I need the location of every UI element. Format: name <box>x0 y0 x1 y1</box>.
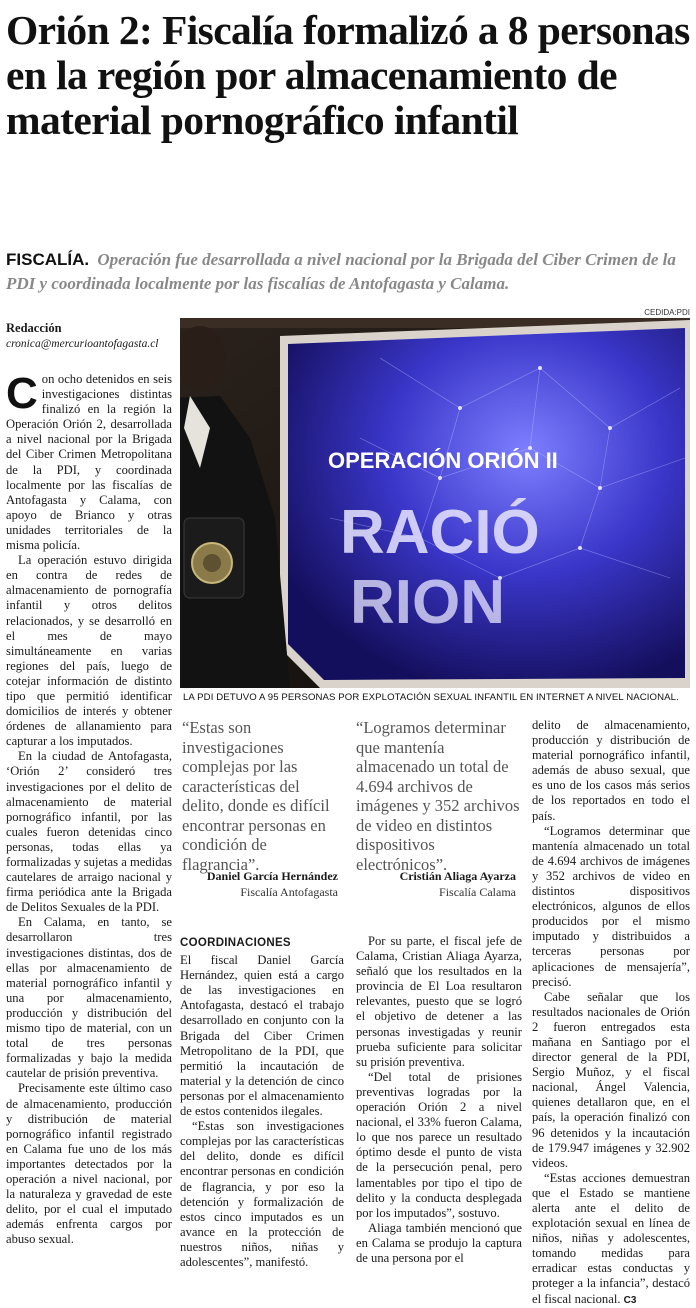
screen-big-text-1: RACIÓ <box>340 498 540 567</box>
body-paragraph: “Estas son investigaciones complejas por las características del delito, donde es difícil encontrar personas en condición de flagrancia, y por eso la detención y formalización de estos cinco imputados es un avance en la protección de nuestros niños, niñas y adolescentes”, manifestó. <box>180 1119 344 1269</box>
body-paragraph: El fiscal Daniel García Hernández, quien está a cargo de las investigaciones en Antofagasta, destacó el trabajo desarrollado en conjunto con la Brigada del Ciber Crimen Metropolitano de la PDI, que permitió la incautación de material y la detención de cinco personas por el almacenamiento de estos contenidos ilegales. <box>180 953 344 1119</box>
body-column-4 <box>532 718 690 1308</box>
deck <box>6 248 690 296</box>
photo-caption: LA PDI DETUVO A 95 PERSONAS POR EXPLOTACIÓN SEXUAL INFANTIL EN INTERNET A NIVEL NACIONAL. <box>183 692 679 703</box>
body-paragraph: Aliaga también mencionó que en Calama se produjo la captura de una persona por el <box>356 1220 522 1265</box>
body-paragraph: En la ciudad de Antofagasta, ‘Orión 2’ consideró tres investigaciones por el delito de almacenamiento de material pornográfico infantil, por las cuales fueron detenidas cinco personas, todas ellas ya formalizadas y sujetas a medidas cautelares de arraigo nacional y firma periódica ante la Brigada de Delitos Sexuales de la PDI. <box>6 749 172 915</box>
headline: Orión 2: Fiscalía formalizó a 8 personas en la región por almacenamiento de material pornográfico infantil <box>6 7 690 143</box>
deck-kicker: FISCALÍA. <box>6 250 90 269</box>
quote-author-institution: Fiscalía Calama <box>439 885 516 899</box>
body-paragraph: “Estas acciones demuestran que el Estado se mantiene alerta ante el delito de explotación sexual en línea de niños, niñas y adolescentes, tomando medidas para erradicar estas conductas y proteger a la infancia”, destacó el fiscal nacional. C3 <box>532 1170 690 1306</box>
pull-quote-1: “Estas son investigaciones complejas por las características del delito, donde es difícil encontrar personas en condición de flagrancia”. <box>182 718 330 874</box>
pull-quote-2: “Logramos determinar que mantenía almacenado un total de 4.694 archivos de imágenes y 352 archivos de video en distintos dispositivos electrónicos”. <box>356 718 520 874</box>
body-paragraph: Precisamente este último caso de almacenamiento, producción y distribución de material pornográfico infantil registrado en Calama fue uno de los más importantes detectados por la operación a nivel nacional, por la naturaleza y gravedad de este delito, por el cual el imputado además enfrenta cargos por abuso sexual. <box>6 1081 172 1247</box>
body-column-2 <box>180 934 344 1270</box>
body-column-3 <box>356 934 522 1266</box>
byline-email[interactable]: cronica@mercurioantofagasta.cl <box>6 338 159 350</box>
body-paragraph: En Calama, en tanto, se desarrollaron tres investigaciones distintas, dos de ellas por almacenamiento de material pornográfico infantil y una por almacenamiento, producción y distribución del mismo tipo de material, con un total de tres personas formalizadas y bajo la medida cautelar de prisión preventiva. <box>6 915 172 1081</box>
quote-author-institution: Fiscalía Antofagasta <box>240 885 338 899</box>
body-column-1 <box>6 369 172 1247</box>
deck-text: Operación fue desarrollada a nivel nacional por la Brigada del Ciber Crimen de la PDI y coordinada localmente por las fiscalías de Antofagasta y Calama. <box>6 250 676 293</box>
photo-illustration <box>180 318 690 688</box>
body-paragraph: delito de almacenamiento, producción y distribución de material pornográfico infantil, además de abuso sexual, que es uno de los casos más serios de los reportados en todo el país. <box>532 718 690 823</box>
quote-author-name: Cristián Aliaga Ayarza <box>399 869 516 883</box>
body-paragraph: “Logramos determinar que mantenía almacenado un total de 4.694 archivos de imágenes y 352 archivos de video en distintos dispositivos electrónicos, algunos de ellos producidos por el mismo imputado y distribuidos a terceras personas por aplicaciones de mensajería”, precisó. <box>532 823 690 989</box>
body-paragraph: “Del total de prisiones preventivas logradas por la operación Orión 2 a nivel nacional, el 33% fueron Calama, lo que nos parece un resultado óptimo desde el punto de vista de la persecución penal, pero lamentables por tipo el tipo de delito y la conducta desplegada por los imputados”, sostuvo. <box>356 1069 522 1220</box>
body-paragraph: Por su parte, el fiscal jefe de Calama, Cristian Aliaga Ayarza, señaló que los resultados en la provincia de El Loa resultaron relevantes, puesto que se logró el objetivo de detener a las personas investigadas y reunir prueba suficiente para solicitar su prisión preventiva. <box>356 934 522 1069</box>
byline <box>6 320 176 352</box>
quote-author-name: Daniel García Hernández <box>206 869 338 883</box>
body-paragraph: La operación estuvo dirigida en contra de redes de almacenamiento de pornografía infantil y otros delitos relacionados, y se desarrolló en el mes de mayo simultáneamente en varias regiones del país, luego de cotejar información de distinto tipo que permitió identificar domicilios de interés y obtener órdenes de allanamiento para capturar a los imputados. <box>6 553 172 749</box>
end-mark: C3 <box>623 1294 637 1306</box>
body-paragraph: Con ocho detenidos en seis investigaciones distintas finalizó en la región la Operación Orión 2, desarrollada a nivel nacional por la Brigada del Ciber Crimen Metropolitana de la PDI, y coordinada localmente por las fiscalías de Antofagasta y Calama, con apoyo de Brianco y otras unidades territoriales de la misma policía. <box>6 369 172 553</box>
dropcap: C <box>6 369 38 418</box>
pull-quote-2-attribution <box>356 868 516 900</box>
body-paragraph: Cabe señalar que los resultados nacionales de Orión 2 fueron entregados esta mañana en Santiago por el director general de la PDI, Sergio Muñoz, y el fiscal nacional, Ángel Valencia, quienes detallaron que, en el país, la operación finalizó con 96 detenidos y la incautación de 179.947 imágenes y 32.902 videos. <box>532 989 690 1170</box>
screen-title: OPERACIÓN ORIÓN II <box>328 448 558 473</box>
section-subhead: COORDINACIONES <box>180 937 291 949</box>
news-photo <box>180 318 690 688</box>
photo-credit: CEDIDA:PDI <box>644 308 690 317</box>
pull-quote-1-attribution <box>182 868 338 900</box>
screen-big-text-2: RION <box>350 568 505 637</box>
byline-author: Redacción <box>6 321 62 335</box>
